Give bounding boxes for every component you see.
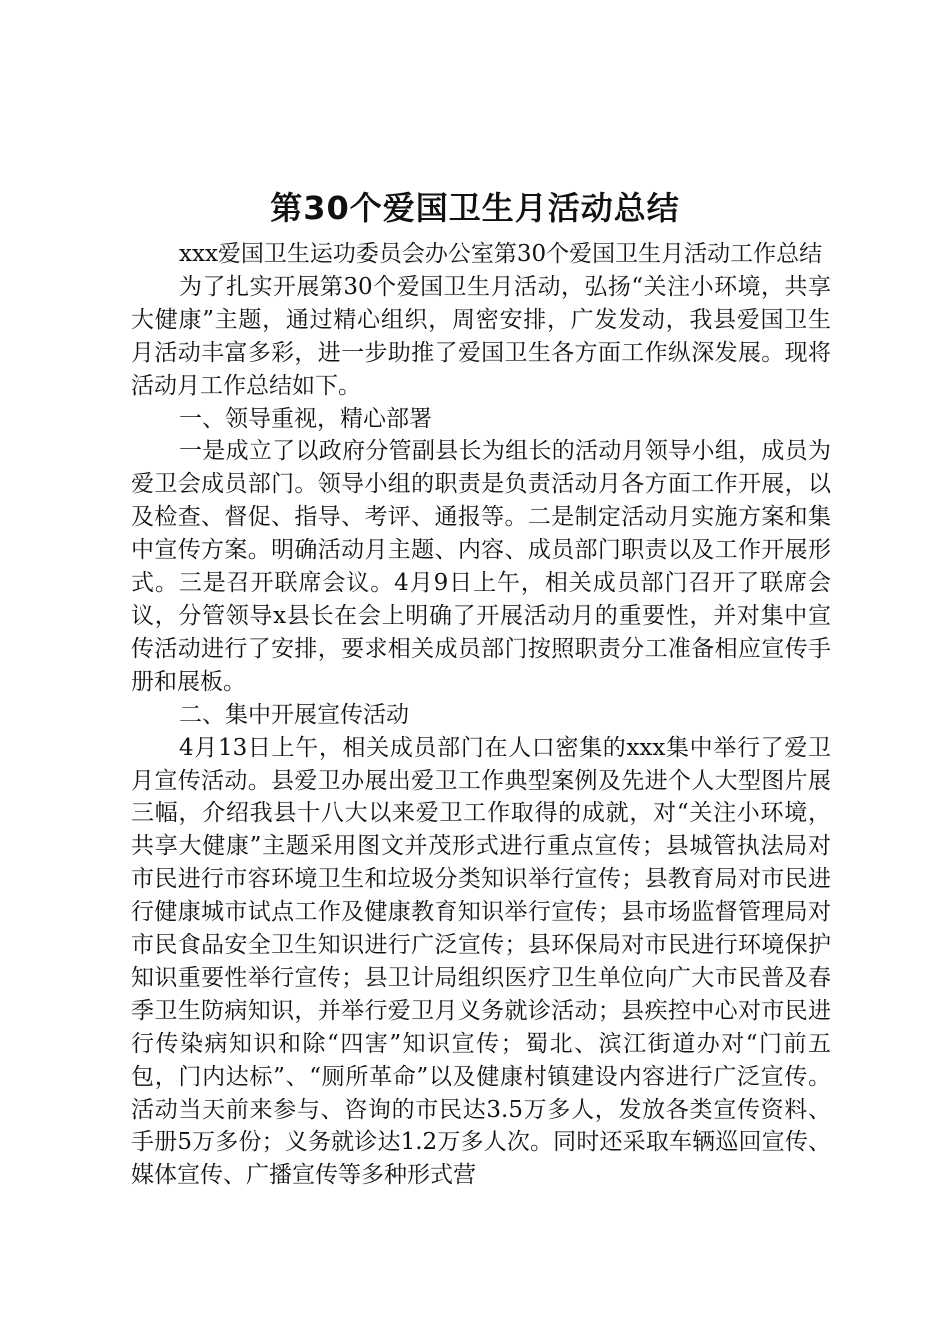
document-body [131,238,831,1192]
section-2-paragraph: 4月13日上午，相关成员部门在人口密集的xxx集中举行了爱卫月宣传活动。县爱卫办展出爱卫工作典型案例及先进个人大型图片展三幅，介绍我县十八大以来爱卫工作取得的成就，对“关注小环境，共享大健康”主题采用图文并茂形式进行重点宣传；县城管执法局对市民进行市容环境卫生和垃圾分类知识举行宣传；县教育局对市民进行健康城市试点工作及健康教育知识举行宣传；县市场监督管理局对市民食品安全卫生知识进行广泛宣传；县环保局对市民进行环境保护知识重要性举行宣传；县卫计局组织医疗卫生单位向广大市民普及春季卫生防病知识，并举行爱卫月义务就诊活动；县疾控中心对市民进行传染病知识和除“四害”知识宣传；蜀北、滨江街道办对“门前五包，门内达标”、“厕所革命”以及健康村镇建设内容进行广泛宣传。活动当天前来参与、咨询的市民达3.5万多人，发放各类宣传资料、手册5万多份；义务就诊达1.2万多人次。同时还采取车辆巡回宣传、媒体宣传、广播宣传等多种形式营 [131,734,831,1189]
section-heading-2: 二、集中开展宣传活动 [179,701,409,728]
document-title: 第30个爱国卫生月活动总结 [270,189,680,227]
section-1-paragraph: 一是成立了以政府分管副县长为组长的活动月领导小组，成员为爱卫会成员部门。领导小组的职责是负责活动月各方面工作开展，以及检查、督促、指导、考评、通报等。二是制定活动月实施方案和集中宣传方案。明确活动月主题、内容、成员部门职责以及工作开展形式。三是召开联席会议。4月9日上午，相关成员部门召开了联席会议，分管领导x县长在会上明确了开展活动月的重要性，并对集中宣传活动进行了安排，要求相关成员部门按照职责分工准备相应宣传手册和展板。 [131,438,831,695]
overview-paragraph: 为了扎实开展第30个爱国卫生月活动，弘扬“关注小环境，共享大健康”主题，通过精心组织，周密安排，广发发动，我县爱国卫生月活动丰富多彩，进一步助推了爱国卫生各方面工作纵深发展。现将活动月工作总结如下。 [131,273,831,399]
intro-paragraph: xxx爱国卫生运功委员会办公室第30个爱国卫生月活动工作总结 [179,241,823,267]
section-heading-1: 一、领导重视，精心部署 [179,405,432,432]
